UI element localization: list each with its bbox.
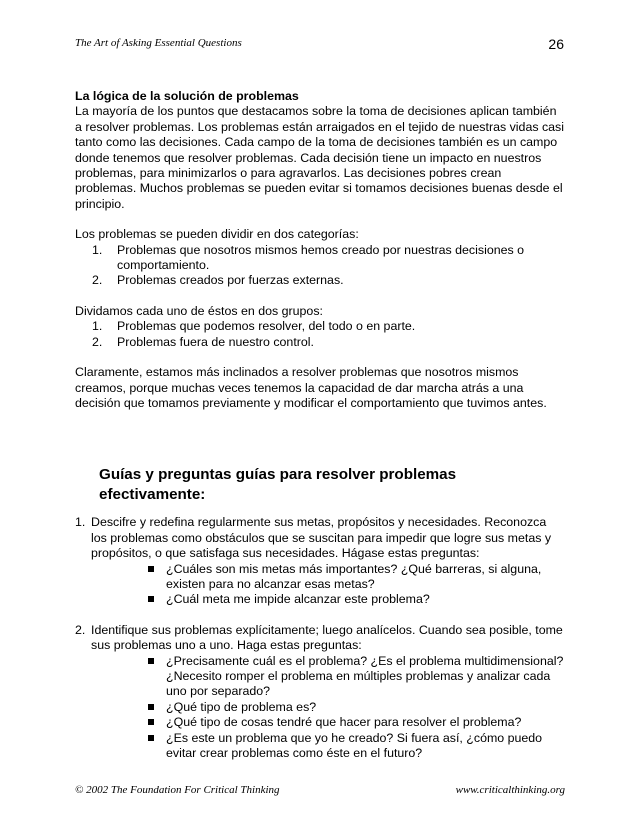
question-item <box>91 654 565 700</box>
page-number: 26 <box>548 36 564 52</box>
intro-paragraph: La mayoría de los puntos que destacamos sobre la toma de decisiones aplican también a resolver problemas. Los problemas están arraigados en el tejido de nuestras vidas casi tanto como las decisiones. Cada campo de la toma de decisiones también es un campo donde tenemos que resolver problemas. Cada decisión tiene un impacto en nuestros problemas, para minimizarlos o para agravarlos. Las decisiones pobres crean problemas. Muchos problemas se pueden evitar si tomamos decisiones buenas desde el principio. <box>75 104 565 211</box>
categories-intro: Los problemas se pueden dividir en dos categorías: <box>75 227 359 242</box>
guide-number: 1. <box>75 515 86 530</box>
question-text: ¿Cuáles son mis metas más importantes? ¿Qué barreras, si alguna, existen para no alcanzar esas metas? <box>166 561 542 591</box>
question-item <box>91 700 565 715</box>
square-bullet-icon <box>148 596 154 602</box>
guide-list <box>75 515 565 761</box>
list-item <box>75 243 565 274</box>
list-number: 2. <box>92 273 103 288</box>
list-item-text: Problemas que nosotros mismos hemos creado por nuestras decisiones o comportamiento. <box>117 242 525 273</box>
categories-list <box>75 243 565 289</box>
section-heading: La lógica de la solución de problemas <box>75 89 299 103</box>
guide-item-text: Descifre y redefina regularmente sus metas, propósitos y necesidades. Reconozca los problemas como obstáculos que se suscitan para impedir que logre sus metas y propósitos, o que satisfaga sus necesidades. Hágase estas preguntas: <box>91 515 552 561</box>
guide-item <box>75 623 565 762</box>
page-content <box>75 89 565 761</box>
square-bullet-icon <box>148 704 154 710</box>
list-item-text: Problemas que podemos resolver, del todo o en parte. <box>117 319 416 334</box>
question-list <box>91 562 565 608</box>
footer-website: www.criticalthinking.org <box>455 784 565 796</box>
question-list <box>91 654 565 762</box>
question-item <box>91 731 565 762</box>
question-item <box>91 562 565 593</box>
list-item-text: Problemas fuera de nuestro control. <box>117 334 314 349</box>
list-item-text: Problemas creados por fuerzas externas. <box>117 273 344 288</box>
guide-heading: Guías y preguntas guías para resolver problemas efectivamente: <box>99 466 457 504</box>
question-item <box>91 592 565 607</box>
list-item <box>75 319 565 334</box>
question-text: ¿Cuál meta me impide alcanzar este problema? <box>166 592 430 607</box>
list-number: 1. <box>92 242 103 257</box>
square-bullet-icon <box>148 719 154 725</box>
groups-list <box>75 319 565 350</box>
question-text: ¿Es este un problema que yo he creado? Si fuera así, ¿cómo puedo evitar crear problemas como éste en el futuro? <box>166 730 543 760</box>
groups-intro: Dividamos cada uno de éstos en dos grupos: <box>75 303 323 318</box>
list-item <box>75 273 565 288</box>
header-title: The Art of Asking Essential Questions <box>75 37 242 49</box>
list-number: 1. <box>92 319 103 334</box>
question-item <box>91 715 565 730</box>
guide-item <box>75 515 565 607</box>
square-bullet-icon <box>148 735 154 741</box>
closing-paragraph: Claramente, estamos más inclinados a resolver problemas que nosotros mismos creamos, porque muchas veces tenemos la capacidad de dar marcha atrás a una decisión que tomamos previamente y modificar el comportamiento que tuvimos antes. <box>75 365 547 410</box>
guide-number: 2. <box>75 622 86 637</box>
square-bullet-icon <box>148 658 154 664</box>
list-number: 2. <box>92 334 103 349</box>
question-text: ¿Qué tipo de cosas tendré que hacer para resolver el problema? <box>166 715 522 730</box>
square-bullet-icon <box>148 566 154 572</box>
question-text: ¿Precisamente cuál es el problema? ¿Es el problema multidimensional? ¿Necesito romper el problema en múltiples problemas y analizar cada uno por separado? <box>166 653 564 699</box>
list-item <box>75 335 565 350</box>
question-text: ¿Qué tipo de problema es? <box>166 699 317 714</box>
guide-item-text: Identifique sus problemas explícitamente; luego analícelos. Cuando sea posible, tome sus problemas uno a uno. Haga estas preguntas: <box>91 622 563 653</box>
footer-copyright: © 2002 The Foundation For Critical Thinking <box>75 784 280 796</box>
